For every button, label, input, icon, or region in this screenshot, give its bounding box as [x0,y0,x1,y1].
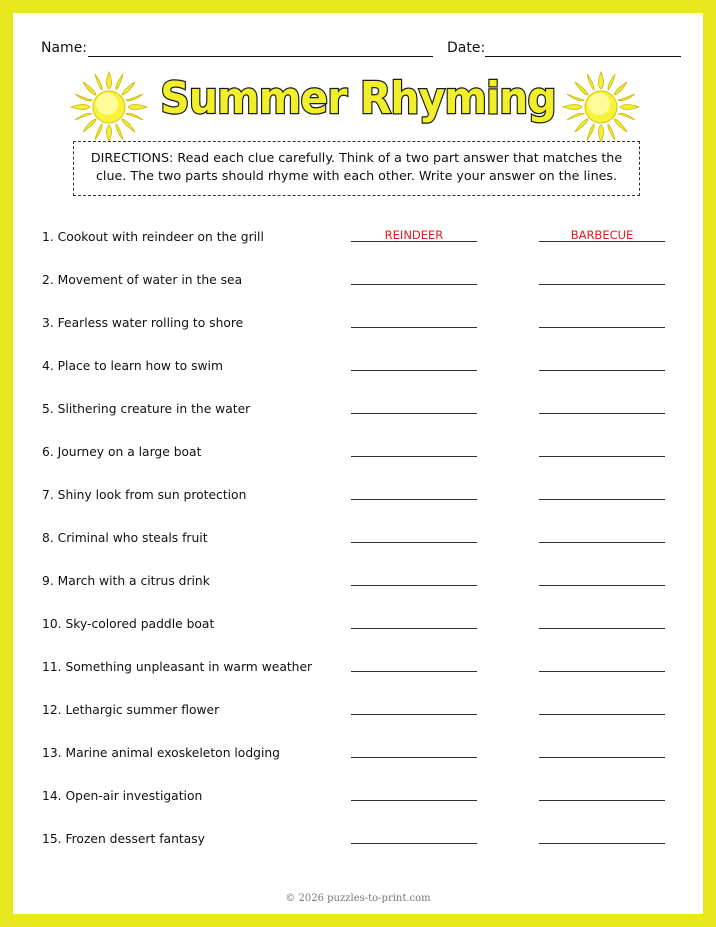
answer-line-2[interactable] [539,757,665,758]
sun-icon-right [561,71,641,143]
answer-line-1[interactable] [351,413,477,414]
directions-box: DIRECTIONS: Read each clue carefully. Think of a two part answer that matches the clue. The two parts should rhyme with each other. Write your answer on the lines. [73,141,640,196]
date-line[interactable] [485,56,681,57]
page-title: Summer Rhyming [160,73,556,124]
question-clue: 11. Something unpleasant in warm weather [42,660,313,674]
answer-line-2[interactable] [539,714,665,715]
question-row [13,829,703,859]
answer-line-2[interactable] [539,327,665,328]
question-row [13,313,703,343]
question-row [13,399,703,429]
question-clue: 13. Marine animal exoskeleton lodging [42,746,280,760]
answer-line-1[interactable] [351,757,477,758]
answer-line-1[interactable] [351,542,477,543]
question-clue: 4. Place to learn how to swim [42,359,223,373]
answer-text-1: REINDEER [384,228,444,242]
answer-line-2[interactable] [539,542,665,543]
answer-line-2[interactable] [539,284,665,285]
title-banner [13,71,703,143]
answer-text-2: BARBECUE [570,228,634,242]
answer-line-2[interactable] [539,456,665,457]
answer-line-2[interactable] [539,843,665,844]
date-label: Date: [447,40,486,56]
name-label: Name: [41,40,88,56]
question-row [13,614,703,644]
question-row [13,700,703,730]
question-row [13,442,703,472]
answer-line-1[interactable] [351,628,477,629]
question-clue: 3. Fearless water rolling to shore [42,316,244,330]
answer-line-1[interactable] [351,327,477,328]
answer-line-1[interactable] [351,228,477,242]
question-row [13,485,703,515]
answer-line-1[interactable] [351,671,477,672]
question-clue: 12. Lethargic summer flower [42,703,220,717]
question-clue: 5. Slithering creature in the water [42,402,251,416]
question-clue: 7. Shiny look from sun protection [42,488,247,502]
copyright-footer: © 2026 puzzles-to-print.com [285,893,431,904]
answer-line-1[interactable] [351,585,477,586]
question-row [13,528,703,558]
question-row [13,657,703,687]
worksheet-page [13,13,703,914]
question-clue: 10. Sky-colored paddle boat [42,617,215,631]
answer-line-1[interactable] [351,284,477,285]
answer-line-2[interactable] [539,628,665,629]
question-clue: 2. Movement of water in the sea [42,273,243,287]
answer-line-2[interactable] [539,228,665,242]
question-clue: 15. Frozen dessert fantasy [42,832,205,846]
question-row [13,743,703,773]
name-line[interactable] [88,56,433,57]
question-row [13,571,703,601]
answer-line-2[interactable] [539,800,665,801]
question-row [13,356,703,386]
question-row [13,227,703,257]
question-clue: 8. Criminal who steals fruit [42,531,208,545]
question-clue: 14. Open-air investigation [42,789,203,803]
question-row [13,786,703,816]
answer-line-1[interactable] [351,843,477,844]
answer-line-2[interactable] [539,370,665,371]
answer-line-1[interactable] [351,714,477,715]
answer-line-1[interactable] [351,499,477,500]
question-clue: 9. March with a citrus drink [42,574,210,588]
answer-line-2[interactable] [539,671,665,672]
answer-line-2[interactable] [539,413,665,414]
answer-line-1[interactable] [351,456,477,457]
answer-line-1[interactable] [351,370,477,371]
question-clue: 1. Cookout with reindeer on the grill [42,230,264,244]
answer-line-2[interactable] [539,499,665,500]
answer-line-2[interactable] [539,585,665,586]
answer-line-1[interactable] [351,800,477,801]
question-row [13,270,703,300]
question-clue: 6. Journey on a large boat [42,445,202,459]
